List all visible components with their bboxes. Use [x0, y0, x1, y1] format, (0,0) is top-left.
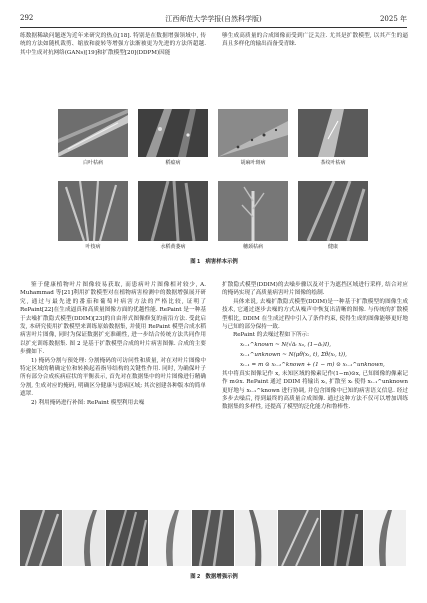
- left-column-bottom: [20, 281, 206, 407]
- paragraph: 扩散隐式模型(DDIM)的去噪步骤以及对于为遮挡区域进行采样, 结合对应的掩码实现了高质量病害叶片图像的绘制.: [222, 282, 408, 297]
- leaf-photo-4: [298, 109, 368, 157]
- augmented-leaf-2: [63, 510, 105, 566]
- figure-caption: 图 1 病害样本示例: [190, 259, 238, 265]
- journal-title: 江西师范大学学报(自然科学版): [165, 15, 262, 23]
- augmented-leaf-9: [364, 510, 406, 566]
- paragraph: 2) 利用掩码进行补图: RePaint 模型利用去噪: [31, 399, 145, 406]
- figure-2: [20, 510, 408, 586]
- leaf-photo-2: [138, 109, 208, 157]
- right-column-bottom: [222, 281, 408, 412]
- paragraph: RePaint 的去噪过程如下所示:: [233, 332, 310, 339]
- paragraph: 其中将真实图像记作 x, 未知区域的像素记作(1−m)⊙x, 已知图像的像素记作 m⊙x. RePaint 通过 DDIM 将输出 xₜ, 扩散至 xₜ 使得 xₜ₋₁^unknown 更好地与 xₜ₋₁^known 进行协调, 并包含图像中已知的病害语义信息. 经过多步去噪后, 得到最终的高质量合成图像. 通过这种方法不仅可以增加训练数据集的多样性, 还提高了模型的泛化能力和鲁棒性.: [222, 370, 408, 411]
- leaf-photo-1: [58, 109, 128, 157]
- paragraph: 鉴于健康植物叶片图像较易获取, 而患病叶片图像相对较少, A. Muhammad 等[21]利用扩散模型对在植物病害检测中的数据增强展开研究, 通过与最先进的番茄和葡萄叶病害方法的严格比较, 证明了 RePaint[22]在生成逼真和高质量图像方面的优越性能. RePaint 是一种基于去噪扩散隐式模型(DDIM)[23]的自由形式图像修复的前沿方法. 受此启发, 本研究使用扩散模型来训练原始数据集, 并使用 RePaint 模型合成水稻病害叶片图像, 同时为保证数据扩充准确性, 进一步结合传统方法共同作用以扩充训练数据集. 图 2 是基于扩散模型合成的叶片病害图像. 合成的主要步骤如下.: [20, 282, 206, 356]
- figure-label: 穗颈枯病: [242, 244, 263, 250]
- figure-1: [58, 109, 370, 267]
- figure-label: 水稻黄萎病: [160, 244, 186, 250]
- augmented-leaf-4: [149, 510, 191, 566]
- running-header: [20, 14, 407, 26]
- augmented-leaf-1: [20, 510, 62, 566]
- page-number: 292: [20, 14, 34, 22]
- figure-label: 健康: [327, 244, 338, 250]
- figure-label: 茶纹叶枯病: [320, 160, 346, 166]
- left-column-top: [20, 32, 206, 57]
- augmented-leaf-7: [278, 510, 320, 566]
- paragraph: 练数据稀缺问题逐为近年来研究的热点[18]. 特别是在数据增强领域中, 传统的方法如随机裁剪、缩放和旋转等增强方法渐被更为先进的方法所超越. 其中生成对抗网络(GANs)[19]和扩散模型[20](DDPM)因能: [20, 33, 206, 56]
- leaf-photo-7: [218, 181, 288, 241]
- leaf-photo-3: [218, 109, 288, 157]
- header-rule: [20, 27, 407, 28]
- augmented-leaf-3: [106, 510, 148, 566]
- leaf-photo-6: [138, 181, 208, 241]
- figure-label: 叶枝病: [85, 244, 101, 250]
- augmented-leaf-8: [321, 510, 363, 566]
- augmented-leaf-5: [192, 510, 234, 566]
- year: 2025 年: [379, 15, 407, 23]
- leaf-photo-8: [298, 181, 368, 241]
- figure-caption: 图 2 数据增强示例: [190, 574, 238, 580]
- figure-label: 白叶枯病: [82, 160, 103, 166]
- paragraph: 1) 掩码分割与预处理: 分割掩码的可访问性和质量, 对在对叶片图像中特定区域的精确定位和转换起着指导结构的关键性作用. 同时, 为确保叶子所有部分合成疾病症状的平衡表示, 首先对在数据集中的叶片图像进行精确分割, 生成对应的掩码, 明确区分健康与患病区域; 其次创建各种版本的简单遮罩.: [20, 357, 206, 398]
- leaf-photo-5: [58, 181, 128, 241]
- paragraph: 具体来说, 去噪扩散隐式模型(DDIM)是一种基于扩散模型的图像生成技术, 它通过逐步去噪的方式从噪声中恢复出清晰的图像. 与传统的扩散模型相比, DDIM 在生成过程中引入了条件约束, 使得生成的图像能够更好地与已知的部分保持一致.: [222, 298, 408, 331]
- augmented-leaf-6: [235, 510, 277, 566]
- equation: xₜ₋₁^known ~ N(√āₜ x₀, (1−āₜ)I),: [240, 341, 331, 348]
- figure-label: 稻瘟病: [165, 160, 181, 166]
- equation: xₜ₋₁^unknown ~ N(μθ(xₜ, t), Σθ(xₜ, t)),: [240, 351, 347, 358]
- paragraph: 够生成高质量的合成图像而受到广泛关注. 尤其是扩散模型, 以其产生的逼真且多样化的输出而备受青睐.: [222, 33, 408, 48]
- right-column-top: [222, 32, 408, 49]
- equation: xₜ₋₁ = m ⊙ xₜ₋₁^known + (1 − m) ⊙ xₜ₋₁^unknown,: [240, 361, 385, 368]
- figure-label: 胡麻叶斑病: [240, 160, 266, 166]
